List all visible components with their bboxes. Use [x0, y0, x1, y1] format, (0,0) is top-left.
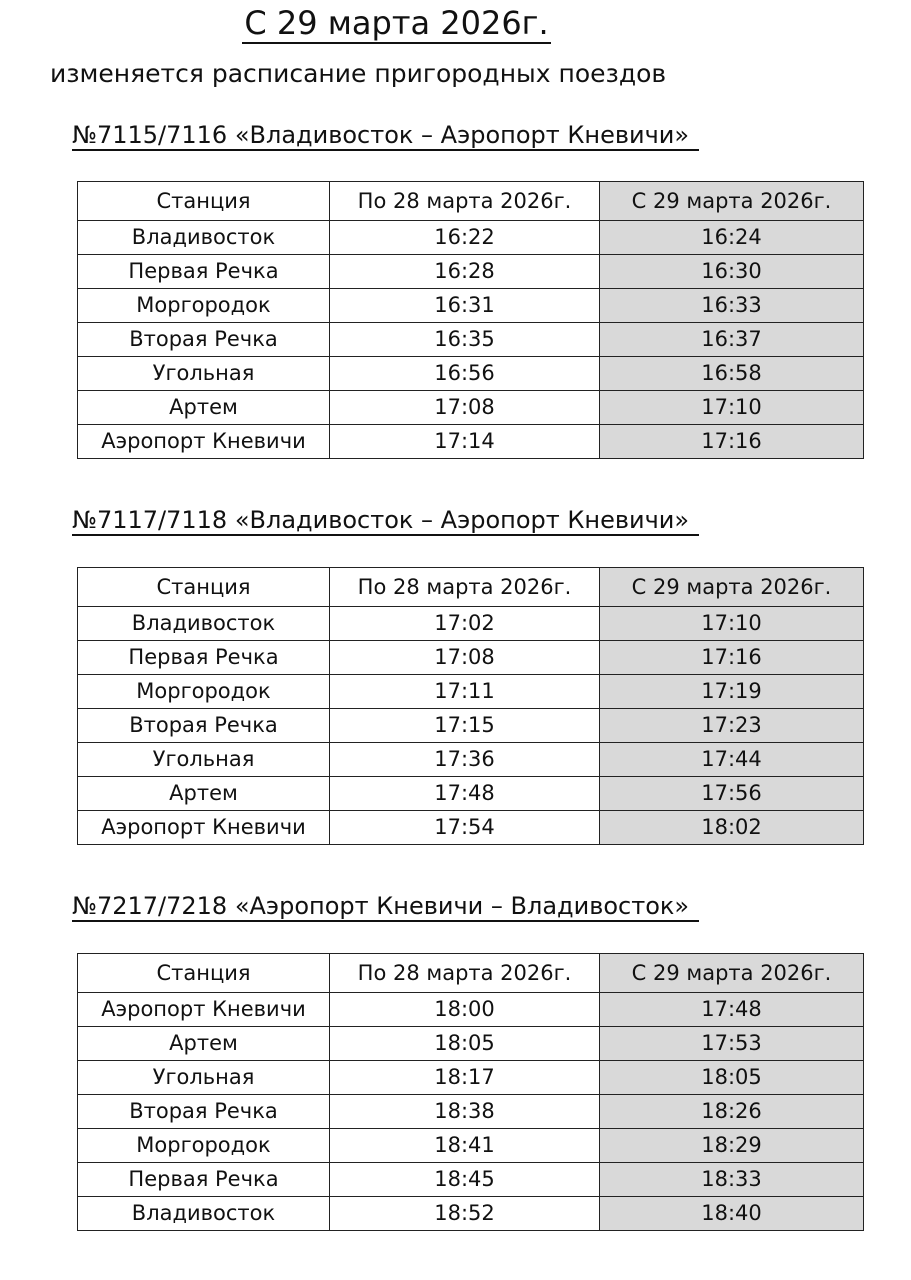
header-old-schedule: По 28 марта 2026г. [330, 568, 600, 607]
header-new-schedule: С 29 марта 2026г. [600, 954, 864, 993]
table-row [78, 425, 864, 459]
station-cell: Владивосток [78, 1197, 330, 1231]
old-time-cell: 18:00 [330, 993, 600, 1027]
schedule-table [77, 953, 864, 1231]
table-row [78, 777, 864, 811]
train-route-title [72, 889, 699, 923]
station-cell: Угольная [78, 1061, 330, 1095]
old-time-cell: 16:56 [330, 357, 600, 391]
header-station: Станция [78, 954, 330, 993]
new-time-cell: 16:33 [600, 289, 864, 323]
old-time-cell: 17:02 [330, 607, 600, 641]
table-row [78, 1129, 864, 1163]
schedule-table [77, 567, 864, 845]
table-row [78, 641, 864, 675]
schedule-table [77, 181, 864, 459]
old-time-cell: 17:48 [330, 777, 600, 811]
station-cell: Первая Речка [78, 255, 330, 289]
station-cell: Угольная [78, 743, 330, 777]
table-row [78, 221, 864, 255]
header-new-schedule: С 29 марта 2026г. [600, 182, 864, 221]
station-cell: Артем [78, 777, 330, 811]
station-cell: Вторая Речка [78, 323, 330, 357]
table-row [78, 1095, 864, 1129]
new-time-cell: 16:30 [600, 255, 864, 289]
new-time-cell: 17:56 [600, 777, 864, 811]
table-row [78, 255, 864, 289]
new-time-cell: 18:26 [600, 1095, 864, 1129]
page-title [0, 0, 793, 46]
old-time-cell: 17:08 [330, 391, 600, 425]
old-time-cell: 18:05 [330, 1027, 600, 1061]
old-time-cell: 17:14 [330, 425, 600, 459]
table-header-row [78, 954, 864, 993]
old-time-cell: 17:54 [330, 811, 600, 845]
old-time-cell: 16:22 [330, 221, 600, 255]
table-row [78, 357, 864, 391]
table-row [78, 1027, 864, 1061]
table-row [78, 1163, 864, 1197]
table-row [78, 811, 864, 845]
old-time-cell: 18:45 [330, 1163, 600, 1197]
table-row [78, 391, 864, 425]
train-route-title-text: №7217/7218 «Аэропорт Кневичи – Владивосток» [72, 892, 699, 922]
table-row [78, 607, 864, 641]
station-cell: Угольная [78, 357, 330, 391]
new-time-cell: 16:24 [600, 221, 864, 255]
old-time-cell: 16:31 [330, 289, 600, 323]
table-header-row [78, 182, 864, 221]
new-time-cell: 17:16 [600, 641, 864, 675]
station-cell: Аэропорт Кневичи [78, 425, 330, 459]
table-row [78, 323, 864, 357]
header-old-schedule: По 28 марта 2026г. [330, 954, 600, 993]
table-row [78, 709, 864, 743]
train-route-title-text: №7117/7118 «Владивосток – Аэропорт Кневичи» [72, 506, 699, 536]
table-row [78, 1061, 864, 1095]
station-cell: Аэропорт Кневичи [78, 993, 330, 1027]
train-route-title-text: №7115/7116 «Владивосток – Аэропорт Кневичи» [72, 121, 699, 151]
old-time-cell: 18:38 [330, 1095, 600, 1129]
header-station: Станция [78, 568, 330, 607]
station-cell: Первая Речка [78, 1163, 330, 1197]
new-time-cell: 17:10 [600, 607, 864, 641]
old-time-cell: 17:08 [330, 641, 600, 675]
new-time-cell: 17:10 [600, 391, 864, 425]
station-cell: Вторая Речка [78, 1095, 330, 1129]
station-cell: Владивосток [78, 221, 330, 255]
table-header-row [78, 568, 864, 607]
new-time-cell: 17:23 [600, 709, 864, 743]
old-time-cell: 16:28 [330, 255, 600, 289]
new-time-cell: 18:05 [600, 1061, 864, 1095]
station-cell: Моргородок [78, 1129, 330, 1163]
old-time-cell: 16:35 [330, 323, 600, 357]
table-row [78, 743, 864, 777]
header-station: Станция [78, 182, 330, 221]
station-cell: Артем [78, 391, 330, 425]
new-time-cell: 17:53 [600, 1027, 864, 1061]
table-row [78, 1197, 864, 1231]
station-cell: Аэропорт Кневичи [78, 811, 330, 845]
station-cell: Моргородок [78, 675, 330, 709]
station-cell: Артем [78, 1027, 330, 1061]
table-row [78, 675, 864, 709]
old-time-cell: 17:36 [330, 743, 600, 777]
new-time-cell: 17:48 [600, 993, 864, 1027]
header-new-schedule: С 29 марта 2026г. [600, 568, 864, 607]
new-time-cell: 18:40 [600, 1197, 864, 1231]
old-time-cell: 17:11 [330, 675, 600, 709]
new-time-cell: 16:37 [600, 323, 864, 357]
old-time-cell: 17:15 [330, 709, 600, 743]
station-cell: Моргородок [78, 289, 330, 323]
new-time-cell: 18:29 [600, 1129, 864, 1163]
train-route-title [72, 503, 699, 537]
new-time-cell: 17:44 [600, 743, 864, 777]
old-time-cell: 18:52 [330, 1197, 600, 1231]
table-row [78, 993, 864, 1027]
new-time-cell: 17:16 [600, 425, 864, 459]
train-route-title [72, 118, 699, 152]
new-time-cell: 16:58 [600, 357, 864, 391]
old-time-cell: 18:41 [330, 1129, 600, 1163]
new-time-cell: 17:19 [600, 675, 864, 709]
header-old-schedule: По 28 марта 2026г. [330, 182, 600, 221]
station-cell: Вторая Речка [78, 709, 330, 743]
station-cell: Владивосток [78, 607, 330, 641]
page-title-text: С 29 марта 2026г. [244, 4, 549, 42]
page-subtitle: изменяется расписание пригородных поездов [50, 59, 667, 88]
station-cell: Первая Речка [78, 641, 330, 675]
new-time-cell: 18:02 [600, 811, 864, 845]
table-row [78, 289, 864, 323]
old-time-cell: 18:17 [330, 1061, 600, 1095]
new-time-cell: 18:33 [600, 1163, 864, 1197]
